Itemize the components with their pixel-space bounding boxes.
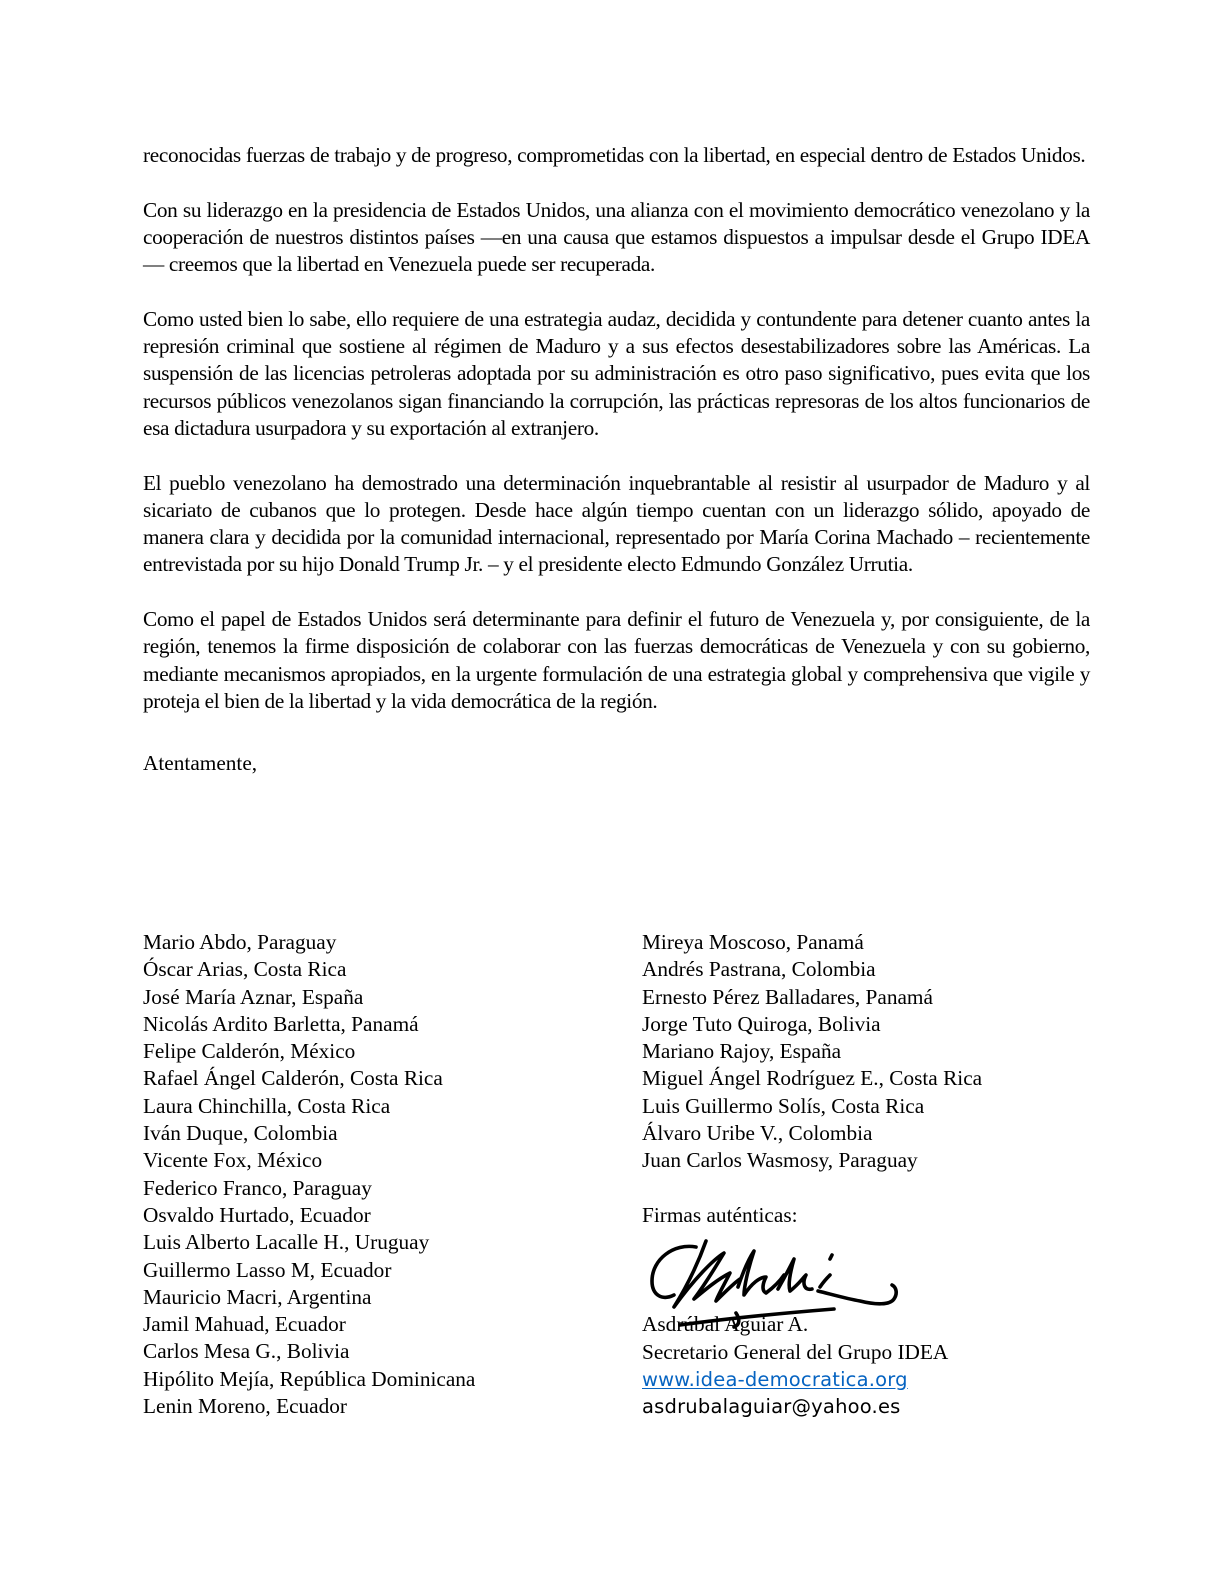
closing-salutation: Atentamente, xyxy=(143,751,258,776)
email-address: asdrubalaguiar@yahoo.es xyxy=(642,1395,901,1419)
signatory: Jorge Tuto Quiroga, Bolivia xyxy=(642,1011,881,1036)
signatory: Laura Chinchilla, Costa Rica xyxy=(143,1093,391,1118)
website-link[interactable]: www.idea-democratica.org xyxy=(642,1367,908,1391)
letter-paragraph: El pueblo venezolano ha demostrado una determinación inquebrantable al resistir al usurpador de Maduro y al sicariato de cubanos que lo protegen. Desde hace algún tiempo cuentan con un liderazgo sólido, apoyado de manera clara y decidida por la comunidad internacional, representado por María Corina Machado – recientemente entrevistada por su hijo Donald Trump Jr. – y el presidente electo Edmundo González Urrutia. xyxy=(143,470,1090,577)
signatory: Miguel Ángel Rodríguez E., Costa Rica xyxy=(642,1066,983,1091)
handwritten-signature xyxy=(642,1229,1090,1311)
signatory: Álvaro Uribe V., Colombia xyxy=(642,1121,873,1146)
signatory: Hipólito Mejía, República Dominicana xyxy=(143,1366,476,1391)
signatories-section xyxy=(143,929,1090,1449)
letter-paragraph: reconocidas fuerzas de trabajo y de progreso, comprometidas con la libertad, en especial dentro de Estados Unidos. xyxy=(143,143,1086,167)
signatory: Jamil Mahuad, Ecuador xyxy=(143,1312,346,1337)
signature-icon xyxy=(644,1229,904,1339)
letter-paragraph: Como usted bien lo sabe, ello requiere de una estrategia audaz, decidida y contundente para detener cuanto antes la represión criminal que sostiene al régimen de Maduro y a sus efectos desestabilizadores sobre las Américas. La suspensión de las licencias petroleras adoptada por su administración es otro paso significativo, pues evita que los recursos públicos venezolanos sigan financiando la corrupción, las prácticas represoras de los altos funcionarios de esa dictadura usurpadora y su exportación al extranjero. xyxy=(143,306,1090,440)
letter-paragraph: Con su liderazgo en la presidencia de Estados Unidos, una alianza con el movimiento democrático venezolano y la cooperación de nuestros distintos países —en una causa que estamos dispuestos a impulsar desde el Grupo IDEA— creemos que la libertad en Venezuela puede ser recuperada. xyxy=(143,197,1090,277)
signatories-left-column xyxy=(143,929,613,1420)
signatory: Iván Duque, Colombia xyxy=(143,1121,338,1146)
signatory: Mariano Rajoy, España xyxy=(642,1039,842,1064)
authentic-signatures-label: Firmas auténticas: xyxy=(642,1202,798,1227)
signer-title: Secretario General del Grupo IDEA xyxy=(642,1339,949,1364)
signatory: Luis Guillermo Solís, Costa Rica xyxy=(642,1093,925,1118)
signatory: Luis Alberto Lacalle H., Uruguay xyxy=(143,1230,430,1255)
signatory: Guillermo Lasso M, Ecuador xyxy=(143,1257,392,1282)
spacer xyxy=(642,1175,1090,1202)
signatory: Andrés Pastrana, Colombia xyxy=(642,957,876,982)
signatory: Vicente Fox, México xyxy=(143,1148,323,1173)
signatory: José María Aznar, España xyxy=(143,984,364,1009)
signatories-right-column xyxy=(642,929,1090,1420)
signatory: Mireya Moscoso, Panamá xyxy=(642,930,864,954)
signatory: Nicolás Ardito Barletta, Panamá xyxy=(143,1011,419,1036)
signatory: Mauricio Macri, Argentina xyxy=(143,1284,372,1309)
signatory: Juan Carlos Wasmosy, Paraguay xyxy=(642,1148,918,1173)
signatory: Rafael Ángel Calderón, Costa Rica xyxy=(143,1066,443,1091)
signatory: Óscar Arias, Costa Rica xyxy=(143,957,347,982)
signatory: Carlos Mesa G., Bolivia xyxy=(143,1339,350,1364)
signatory: Osvaldo Hurtado, Ecuador xyxy=(143,1202,371,1227)
letter-paragraph: Como el papel de Estados Unidos será determinante para definir el futuro de Venezuela y, por consiguiente, de la región, tenemos la firme disposición de colaborar con las fuerzas democráticas de Venezuela y con su gobierno, mediante mecanismos apropiados, en la urgente formulación de una estrategia global y comprehensiva que vigile y proteja el bien de la libertad y la vida democrática de la región. xyxy=(143,607,1090,713)
signatory: Ernesto Pérez Balladares, Panamá xyxy=(642,984,933,1009)
signatory: Mario Abdo, Paraguay xyxy=(143,930,337,954)
signer-name: Asdrúbal Aguiar A. xyxy=(642,1312,809,1337)
signatory: Felipe Calderón, México xyxy=(143,1039,356,1064)
signatory: Lenin Moreno, Ecuador xyxy=(143,1394,348,1419)
letter-page xyxy=(143,142,1090,1419)
signatory: Federico Franco, Paraguay xyxy=(143,1175,372,1200)
